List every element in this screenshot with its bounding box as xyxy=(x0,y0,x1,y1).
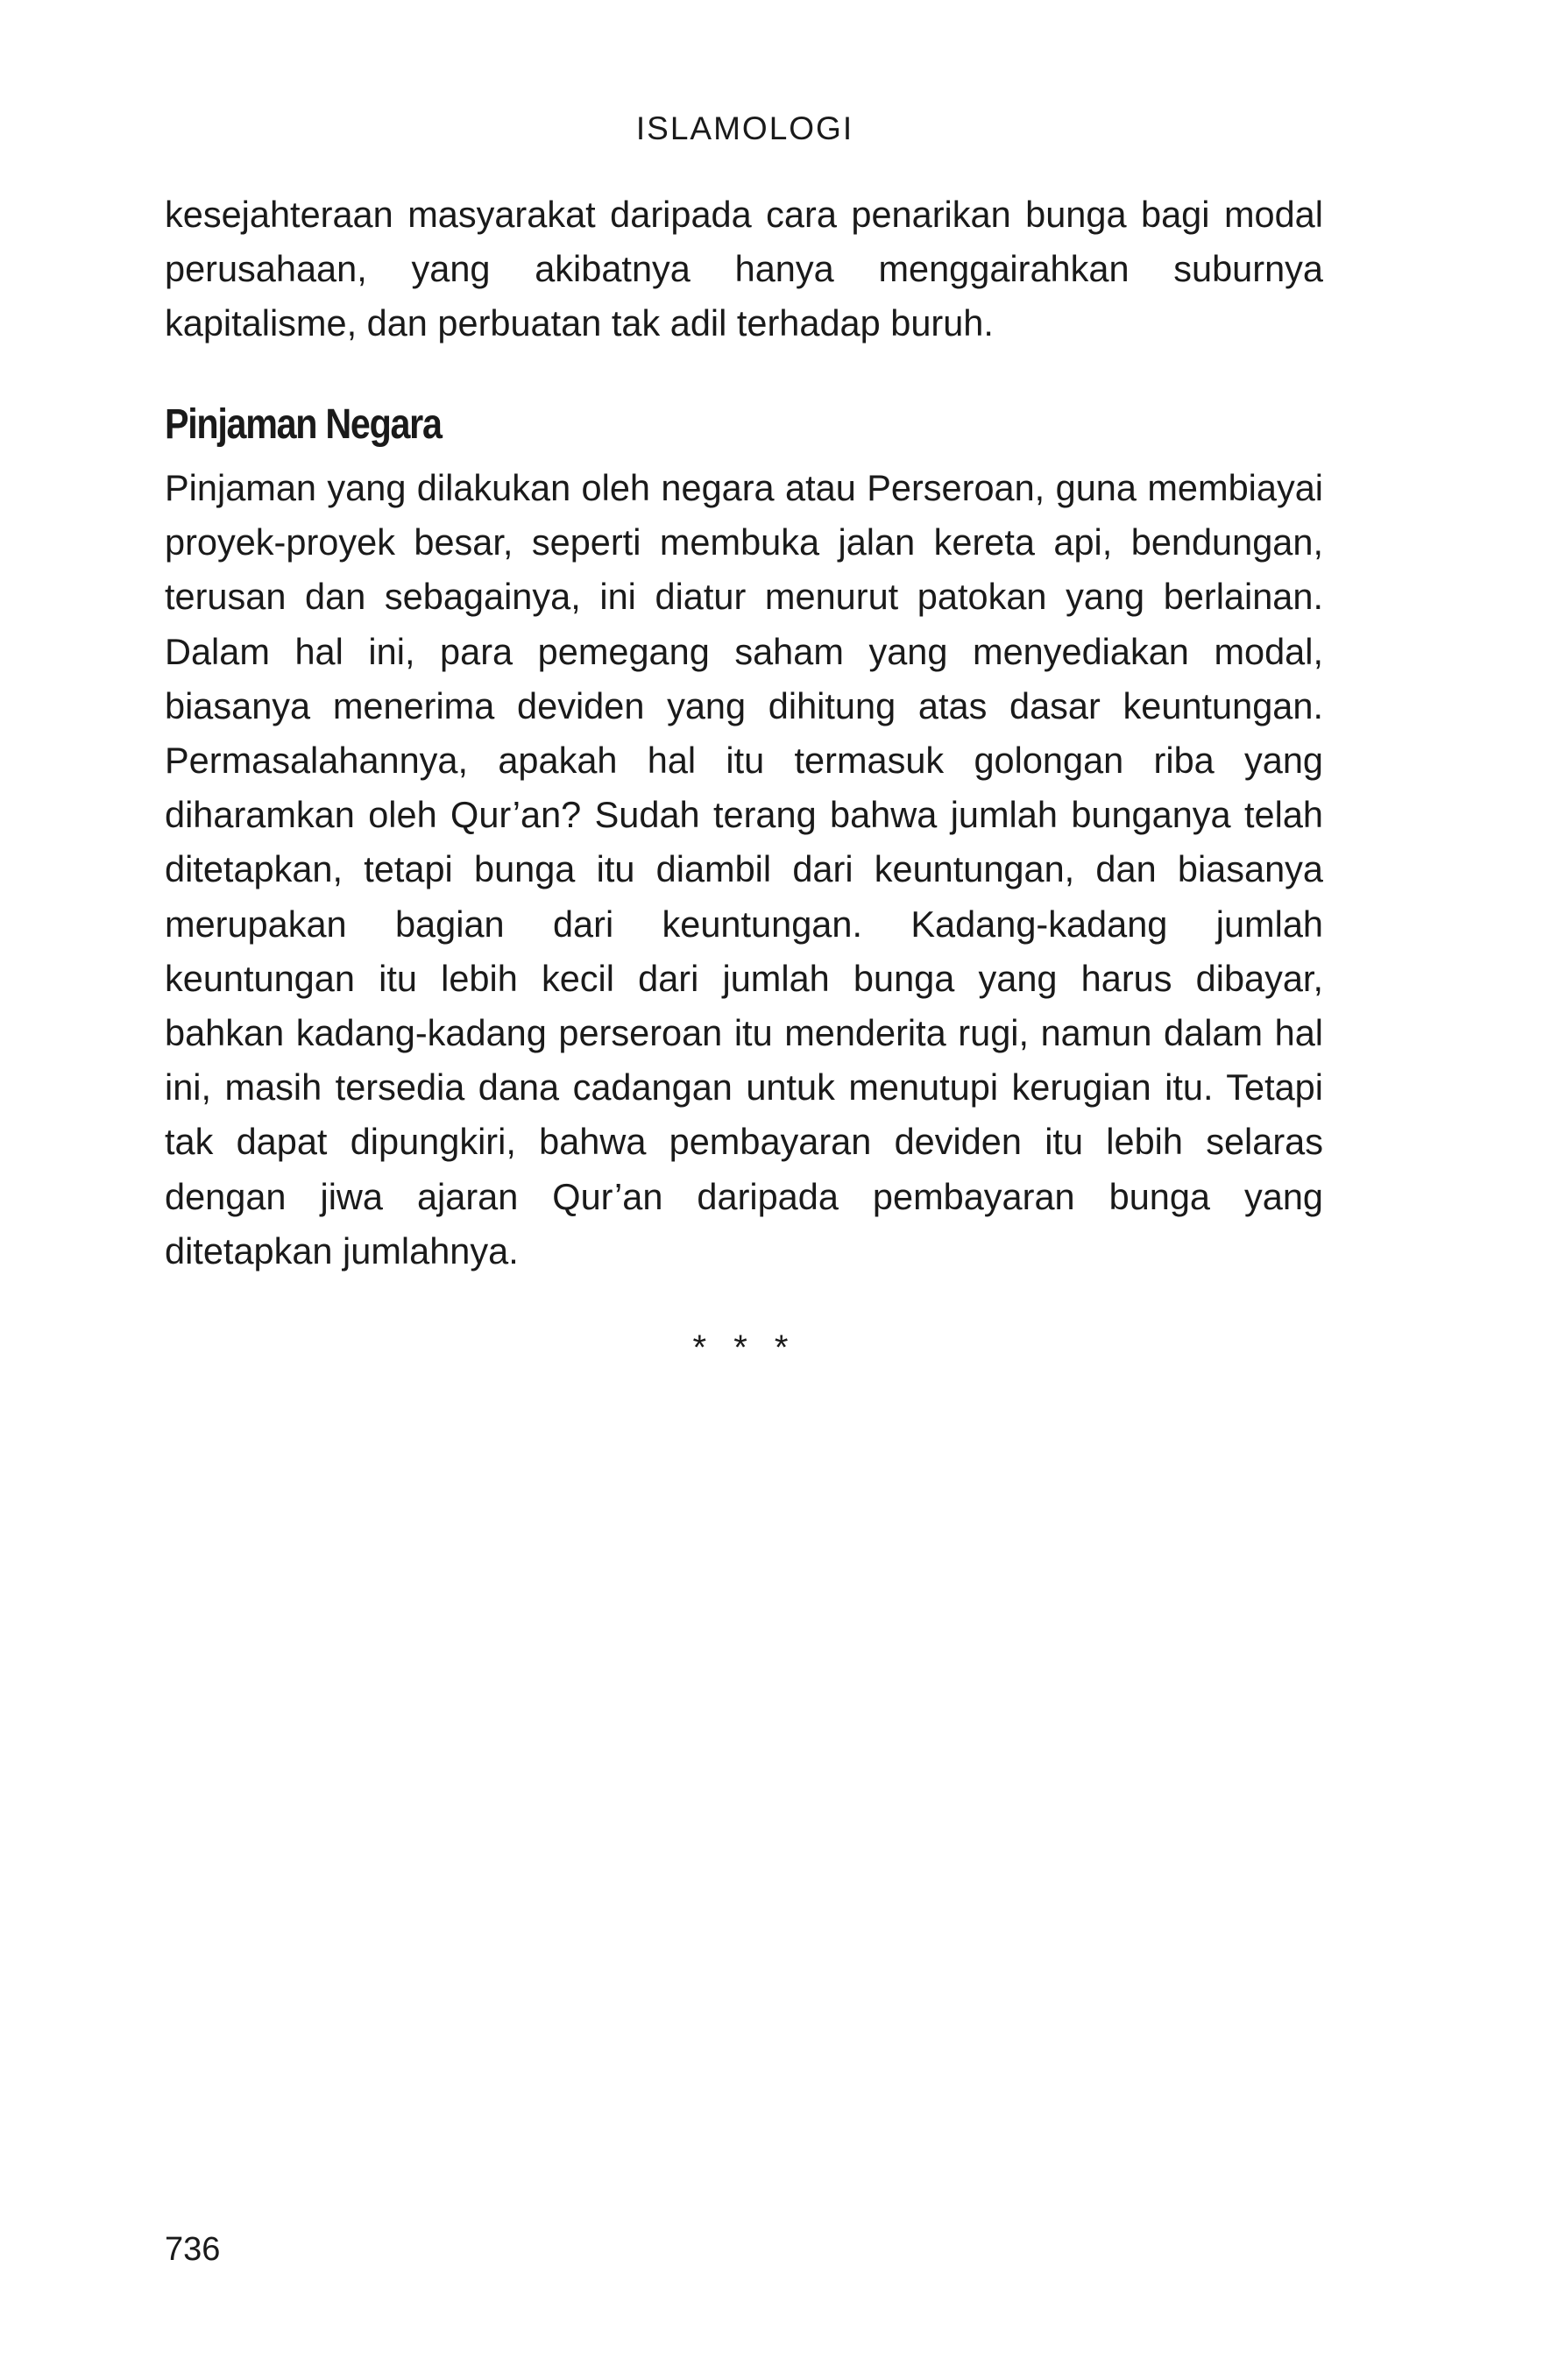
section-break-asterisks: * * * xyxy=(692,1328,797,1367)
paragraph-pinjaman-negara: Pinjaman yang dilakukan oleh negara atau Perseroan, guna membiayai proyek-proyek besar, seperti membuka jalan kereta api, bendungan, terusan dan sebagainya, ini diatur menurut patokan yang berlainan. Dalam hal ini, para pemegang saham yang menyediakan modal, biasanya menerima deviden yang dihitung atas dasar keuntungan. Permasalahannya, apakah hal itu termasuk golongan riba yang diharamkan oleh Qur’an? Sudah terang bahwa jumlah bunganya telah ditetapkan, tetapi bunga itu diambil dari keuntungan, dan biasanya merupakan bagian dari keuntungan. Kadang-kadang jumlah keuntungan itu lebih kecil dari jumlah bunga yang harus dibayar, bahkan kadang-kadang perseroan itu menderita rugi, namun dalam hal ini, masih tersedia dana cadangan untuk menutupi kerugian itu. Tetapi tak dapat dipungkiri, bahwa pembayaran deviden itu lebih selaras dengan jiwa ajaran Qur’an daripada pembayaran bunga yang ditetapkan jumlahnya. xyxy=(165,467,1323,1271)
section-heading: Pinjaman Negara xyxy=(165,401,442,448)
page-number: 736 xyxy=(165,2231,221,2268)
paragraph-continuation: kesejahteraan masyarakat daripada cara penarikan bunga bagi modal perusahaan, yang akibatnya hanya menggairahkan suburnya kapitalisme, dan perbuatan tak adil terhadap buruh. xyxy=(165,194,1323,344)
running-header: ISLAMOLOGI xyxy=(635,110,854,146)
